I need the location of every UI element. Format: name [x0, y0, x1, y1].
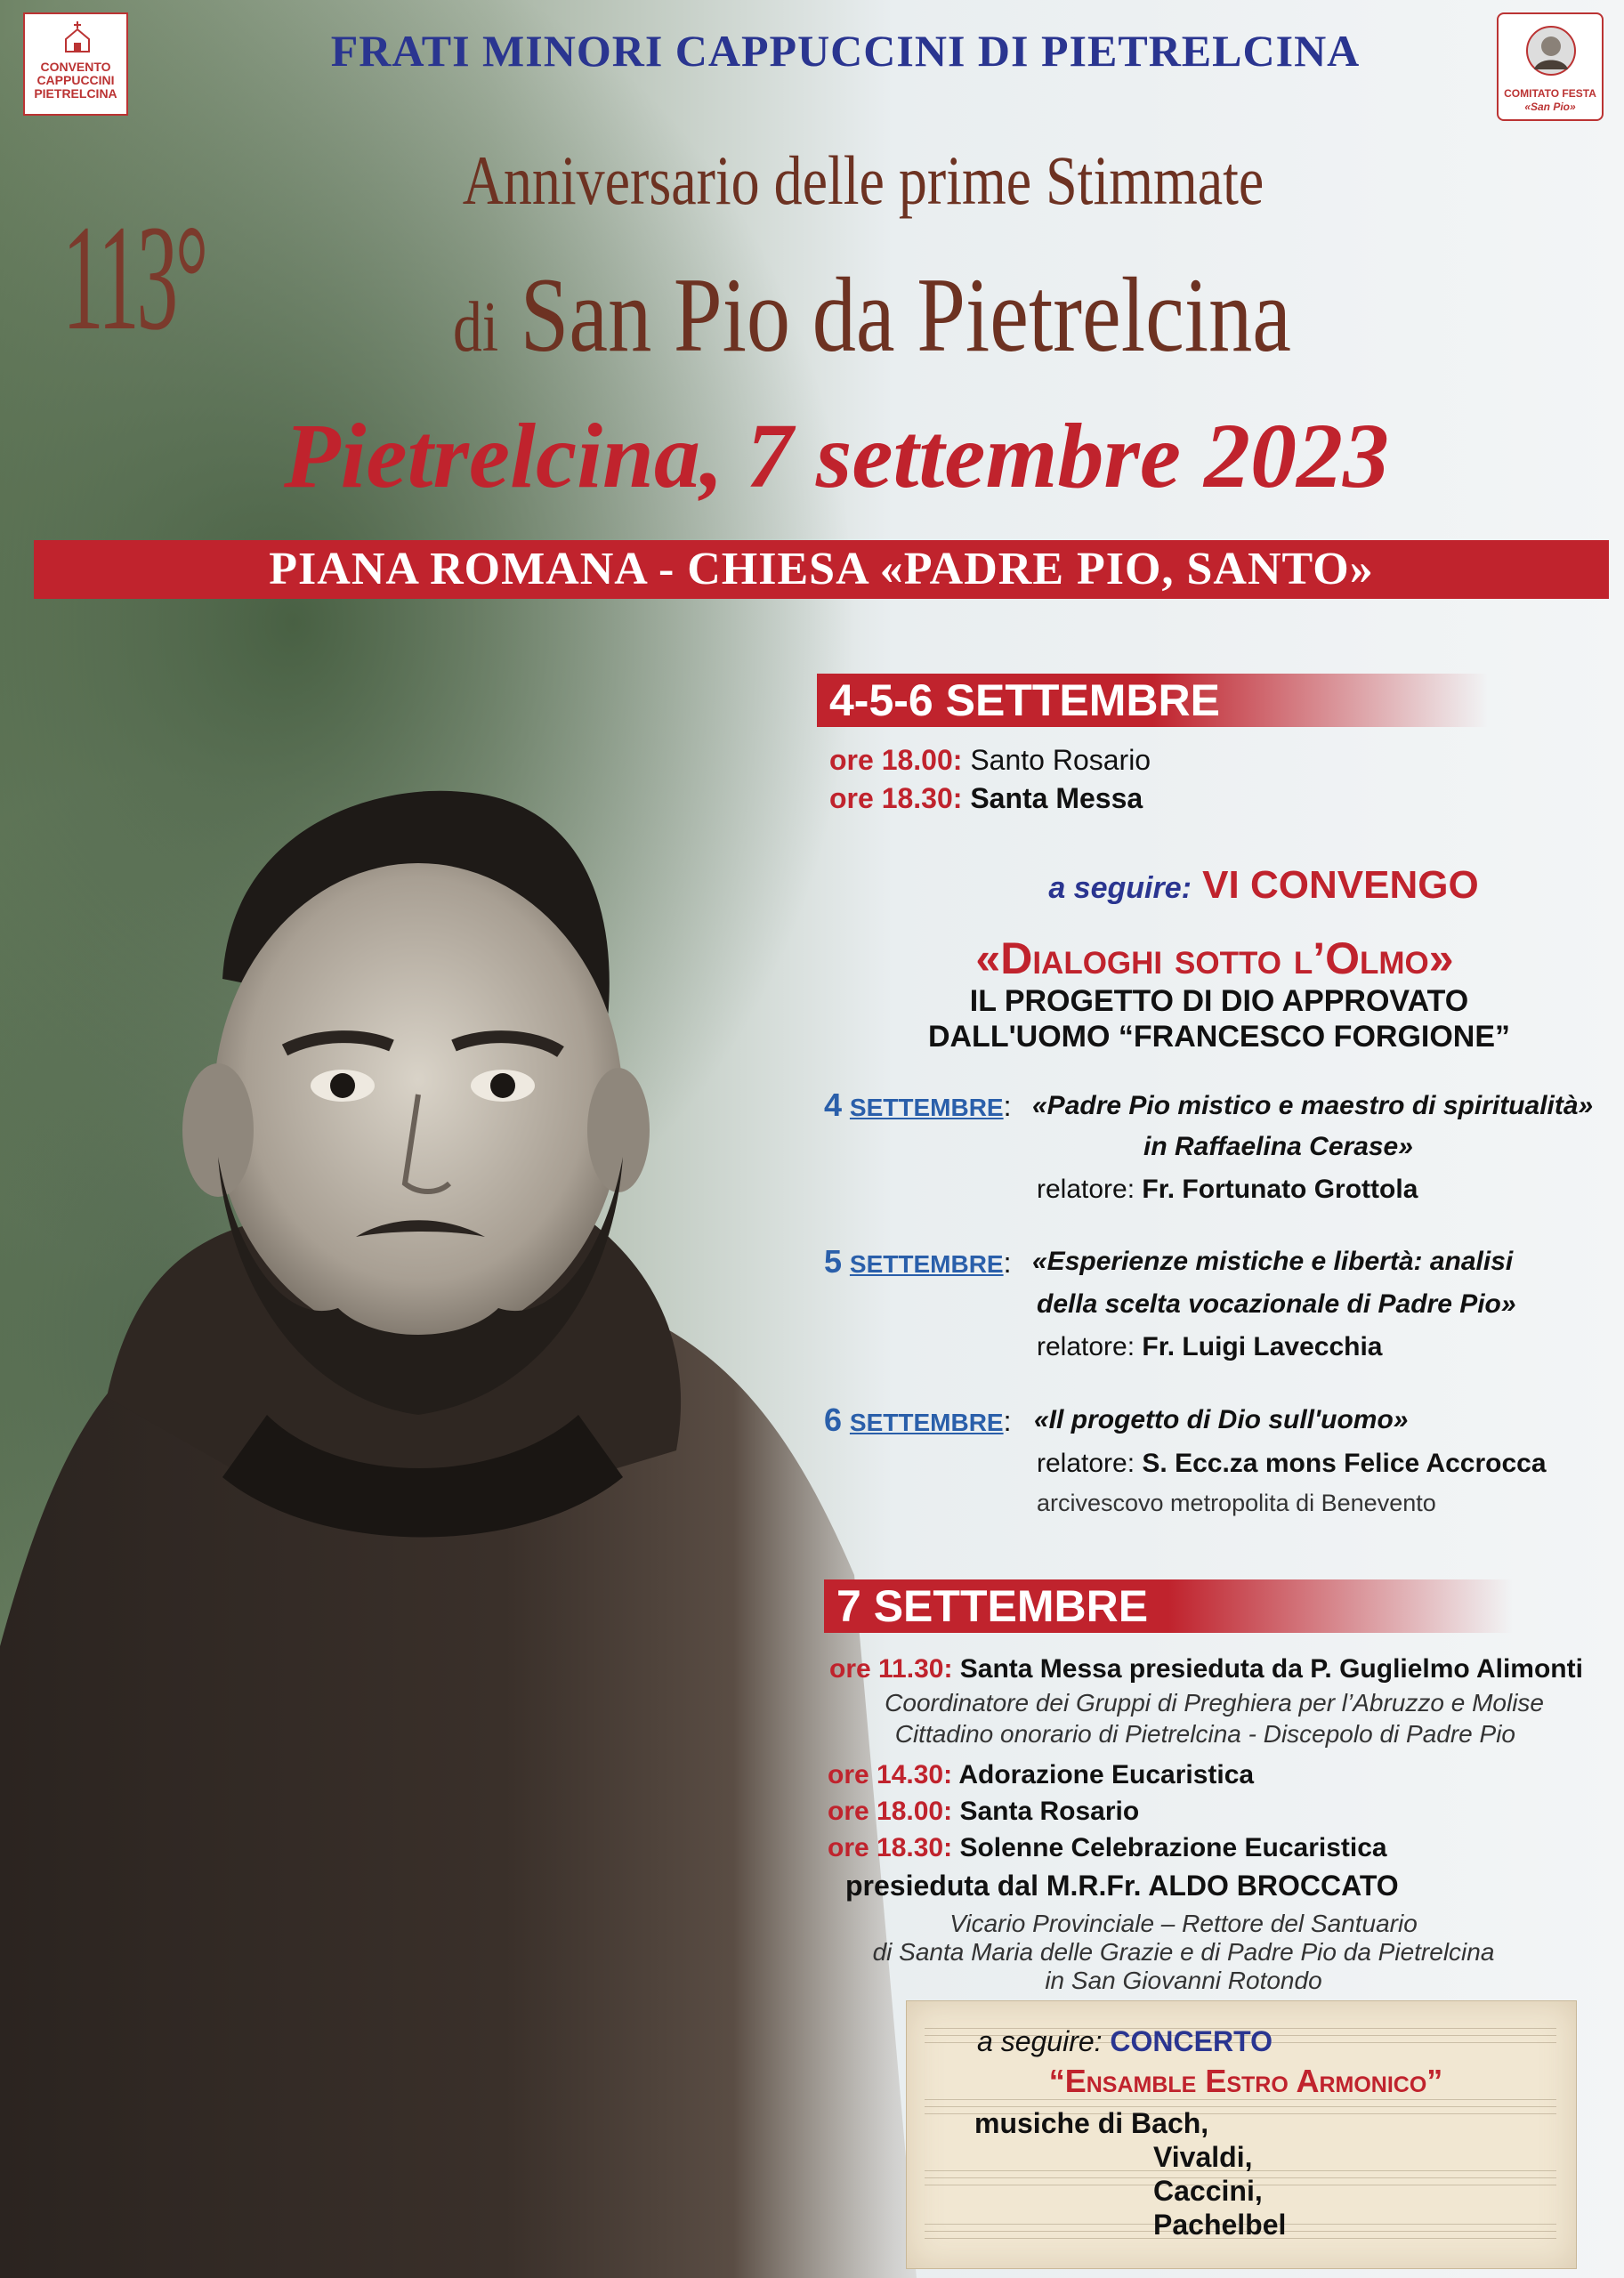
schedule-time: ore 18.30:: [829, 782, 963, 814]
convento-logo: [23, 12, 128, 116]
schedule-row: [829, 782, 1143, 815]
talk-title: «Il progetto di Dio sull'uomo»: [1034, 1405, 1409, 1434]
schedule-row: [828, 1760, 1254, 1790]
talk-day-label: SETTEMBRE: [849, 1409, 1004, 1436]
talk-day-label: SETTEMBRE: [849, 1250, 1004, 1278]
anniversary-ordinal: 113°: [62, 194, 206, 361]
saint-name: San Pio da Pietrelcina: [520, 255, 1291, 374]
schedule-row: [828, 1833, 1387, 1863]
talk-day-sep: :: [1003, 1090, 1012, 1122]
music-line: Caccini,: [1153, 2175, 1263, 2207]
section-heading-4-5-6: 4-5-6 SETTEMBRE: [817, 674, 1488, 727]
schedule-time: ore 18.30:: [828, 1833, 953, 1862]
ensemble-name: “Ensamble Estro Armonico”: [1048, 2063, 1443, 2099]
logo-left-line-2: CAPPUCCINI: [36, 73, 115, 87]
logo-right-line-1: COMITATO FESTA: [1504, 87, 1596, 100]
comitato-logo: [1497, 12, 1604, 121]
event-date: Pietrelcina, 7 settembre 2023: [283, 405, 1389, 507]
music-line: Pachelbel: [1153, 2209, 1287, 2241]
concert-prefix: a seguire:: [977, 2025, 1103, 2057]
presided-note: in San Giovanni Rotondo: [1045, 1967, 1322, 1994]
logo-left-line-1: CONVENTO: [40, 60, 111, 74]
convegno-name: VI CONVENGO: [1202, 863, 1479, 907]
concert-heading: [977, 2025, 1273, 2058]
relatore-name: Fr. Fortunato Grottola: [1142, 1175, 1418, 1204]
relatore-label: relatore:: [1037, 1332, 1135, 1361]
music-line: musiche di Bach,: [974, 2107, 1209, 2139]
presided-note: Vicario Provinciale – Rettore del Santuario: [949, 1910, 1418, 1937]
relatore-note: arcivescovo metropolita di Benevento: [1037, 1490, 1436, 1516]
convegno-subtitle: «Dialoghi sotto l’Olmo»: [975, 933, 1454, 983]
talk-day-number: 5: [824, 1243, 843, 1280]
padre-pio-portrait: [0, 774, 917, 2278]
schedule-event: Santa Rosario: [959, 1797, 1140, 1826]
talk-day-sep: :: [1003, 1247, 1012, 1279]
convegno-title: [979, 863, 1548, 908]
talk-relatore: [1037, 1175, 1418, 1205]
section-heading-7: 7 SETTEMBRE: [824, 1579, 1513, 1633]
logo-right-line-2: «San Pio»: [1524, 101, 1576, 113]
relatore-label: relatore:: [1037, 1449, 1135, 1478]
mass-note: Coordinatore dei Gruppi di Preghiera per l’Abruzzo e Molise: [885, 1689, 1544, 1717]
progetto-line-2: DALL'UOMO “FRANCESCO FORGIONE”: [927, 1020, 1511, 1054]
talk-title: in Raffaelina Cerase»: [1143, 1132, 1413, 1161]
talk-title: «Esperienze mistiche e libertà: analisi: [1032, 1247, 1514, 1276]
schedule-time: ore 18.00:: [828, 1797, 953, 1826]
talk-day-number: 6: [824, 1402, 843, 1438]
schedule-time: ore 14.30:: [828, 1760, 953, 1789]
logo-left-line-3: PIETRELCINA: [34, 86, 117, 101]
schedule-event: Adorazione Eucaristica: [958, 1760, 1255, 1789]
saint-prefix: di: [453, 288, 499, 367]
talk-title: «Padre Pio mistico e maestro di spiritualità»: [1032, 1091, 1594, 1120]
presided-by: presieduta dal M.R.Fr. ALDO BROCCATO: [845, 1870, 1399, 1902]
relatore-label: relatore:: [1037, 1175, 1135, 1204]
relatore-name: Fr. Luigi Lavecchia: [1142, 1332, 1383, 1361]
saint-portrait-icon: [1525, 23, 1577, 78]
schedule-time: ore 11.30:: [829, 1654, 953, 1684]
talk-title: della scelta vocazionale di Padre Pio»: [1037, 1289, 1516, 1319]
convegno-prefix: a seguire:: [1048, 871, 1192, 905]
talk-day-label: SETTEMBRE: [849, 1094, 1004, 1121]
presided-note: di Santa Maria delle Grazie e di Padre Pio da Pietrelcina: [872, 1938, 1495, 1966]
talk-day-sep: :: [1003, 1405, 1012, 1437]
mass-row: [829, 1654, 1583, 1684]
concert-title: CONCERTO: [1110, 2025, 1273, 2057]
relatore-name: S. Ecc.za mons Felice Accrocca: [1142, 1449, 1547, 1478]
music-line: Vivaldi,: [1153, 2141, 1253, 2173]
schedule-time: ore 18.00:: [829, 744, 963, 776]
schedule-event: Santa Messa: [970, 782, 1143, 814]
talk-relatore: [1037, 1332, 1383, 1362]
mass-note: Cittadino onorario di Pietrelcina - Discepolo di Padre Pio: [894, 1720, 1515, 1748]
talk-relatore: [1037, 1449, 1547, 1479]
saint-heading: [405, 254, 1339, 376]
progetto-heading: [881, 983, 1557, 1054]
progetto-line-1: IL PROGETTO DI DIO APPROVATO: [969, 984, 1469, 1018]
schedule-event: Santo Rosario: [970, 744, 1151, 776]
org-title: FRATI MINORI CAPPUCCINI DI PIETRELCINA: [330, 26, 1361, 76]
talk-day-5: [824, 1243, 1012, 1280]
talk-day-4: [824, 1086, 1012, 1124]
schedule-row: [828, 1797, 1139, 1827]
talk-day-number: 4: [824, 1086, 843, 1123]
talk-day-6: [824, 1402, 1012, 1439]
schedule-event: Solenne Celebrazione Eucaristica: [959, 1833, 1387, 1862]
schedule-event: Santa Messa presieduta da P. Guglielmo Alimonti: [959, 1654, 1583, 1684]
location-banner: PIANA ROMANA - CHIESA «PADRE PIO, SANTO»: [34, 540, 1609, 599]
anniversary-heading: Anniversario delle prime Stimmate: [462, 141, 1264, 219]
schedule-row: [829, 744, 1151, 777]
church-icon: [61, 20, 94, 53]
